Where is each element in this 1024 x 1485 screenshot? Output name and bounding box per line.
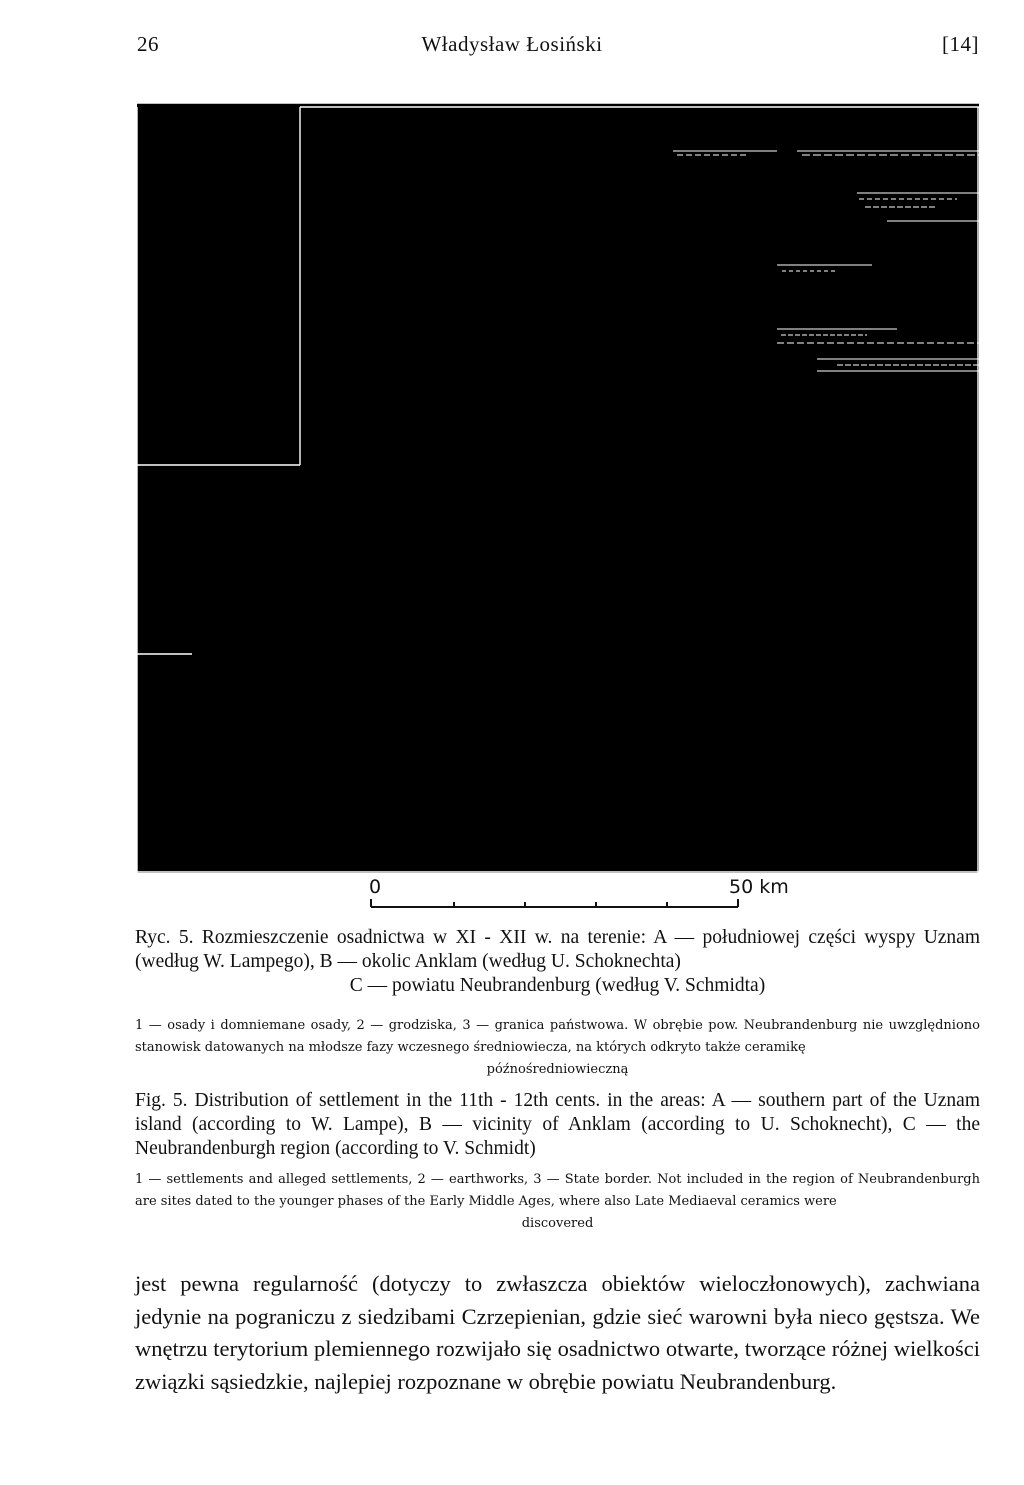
scale-end-label: 50 km (729, 876, 789, 898)
legend-pl-text: 1 — osady i domniemane osady, 2 — grodziska, 3 — granica państwowa. W obrębie pow. Neubrandenburg nie uwzględniono stanowisk datowanych na młodsze fazy wczesnego średniowiecza, na których odkryto także ceramikę (135, 1018, 980, 1055)
caption-pl-line1: Ryc. 5. Rozmieszczenie osadnictwa w XI - XII w. na terenie: A — południowej części wyspy Uznam (według W. Lampego), B — okolic Anklam (według U. Schoknechta) (135, 927, 980, 972)
page-number: 26 (137, 32, 159, 56)
running-title: Władysław Łosiński (421, 32, 603, 56)
legend-en-text: 1 — settlements and alleged settlements, 2 — earthworks, 3 — State border. Not included in the region of Neubrandenburgh are sites dated to the younger phases of the Early Middle Ages, where also Late Mediaeval ceramics were (135, 1172, 980, 1209)
legend-pl-last: późnośredniowieczną (486, 1062, 629, 1077)
scale-start-label: 0 (369, 876, 382, 898)
caption-en-text: Fig. 5. Distribution of settlement in the 11th - 12th cents. in the areas: A — southern part of the Uznam island (according to W. Lampe), B — vicinity of Anklam (according to U. Schoknecht), C — the Neubrandenburgh region (according to V. Schmidt) (135, 1090, 980, 1159)
legend-english (135, 1169, 980, 1235)
figure-caption-english (135, 1089, 980, 1161)
body-paragraph: jest pewna regularność (dotyczy to zwłaszcza obiektów wieloczłonowych), zachwiana jedynie na pograniczu z siedzibami Czrzepienian, gdzie sieć warowni była nieco gęstsza. We wnętrzu terytorium plemiennego rozwijało się osadnictwo otwarte, tworzące różnej wielkości związki sąsiedzkie, najlepiej rozpoznane w obrębie powiatu Neubrandenburg. (135, 1271, 980, 1394)
map-graphic (137, 103, 979, 873)
scale-bar (365, 868, 805, 918)
legend-en-last: discovered (521, 1216, 594, 1231)
caption-pl-line2: C — powiatu Neubrandenburg (według V. Schmidta) (349, 975, 766, 996)
page-reference: [14] (942, 32, 979, 56)
figure-caption-polish (135, 926, 980, 998)
page-header (0, 32, 1024, 68)
legend-polish (135, 1015, 980, 1081)
settlement-map (137, 103, 979, 873)
